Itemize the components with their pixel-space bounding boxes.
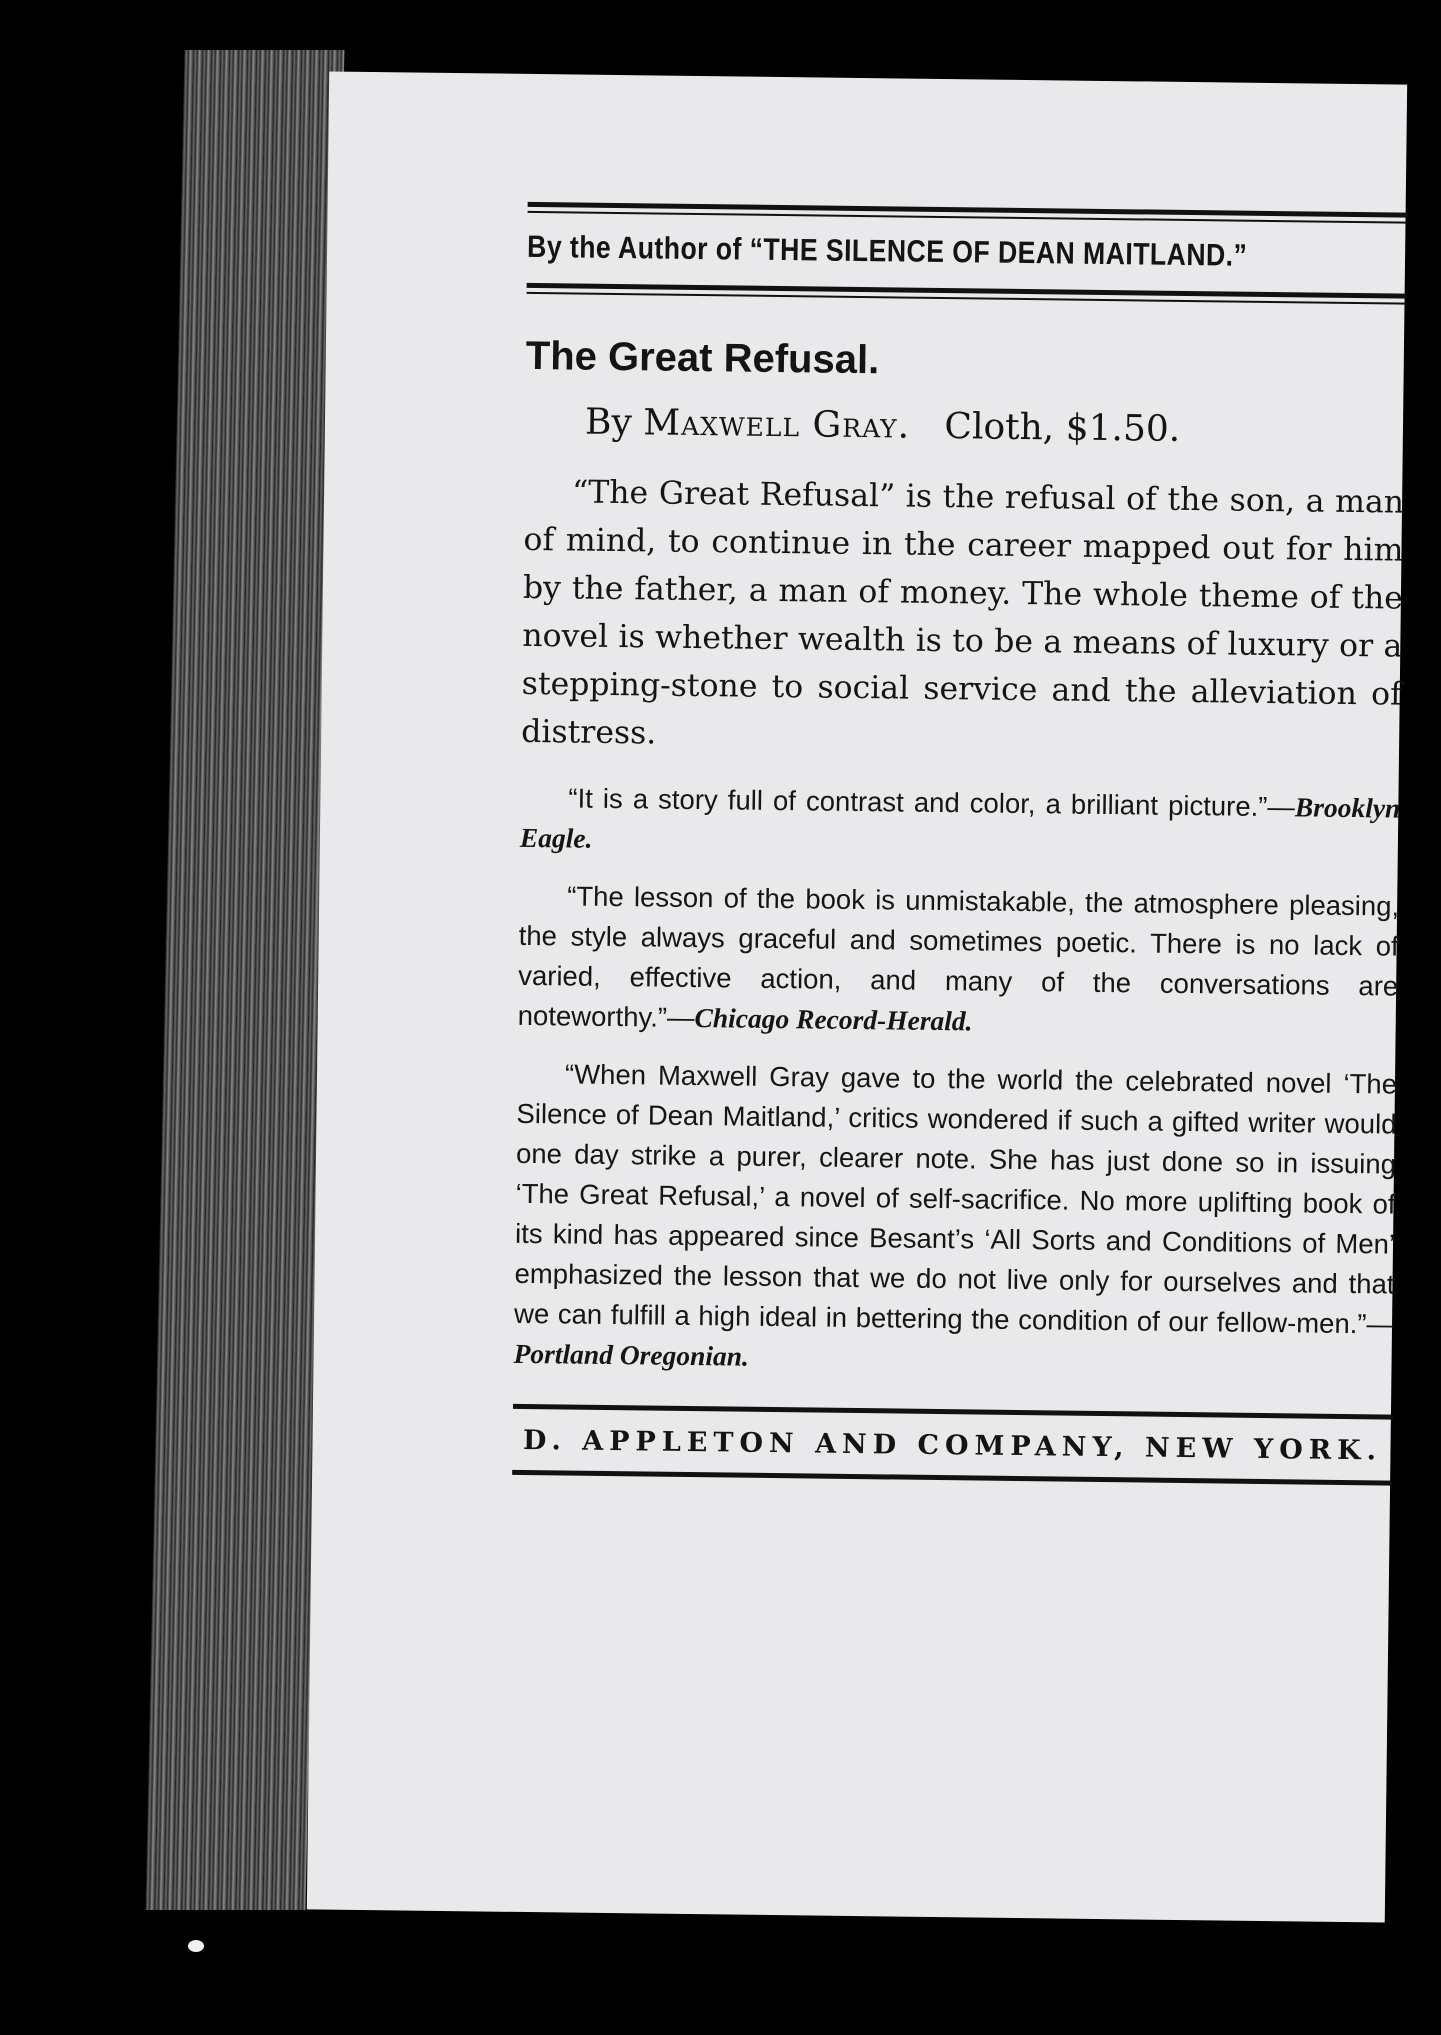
review-source: Portland Oregonian. [513, 1337, 750, 1372]
review-text: “The lesson of the book is unmistakable, the atmosphere pleasing, the style always graceful and sometimes poetic. There is no lack of varied, effective action, and many of the conversations are noteworthy.”— [517, 880, 1400, 1034]
review-quote [513, 1054, 1397, 1385]
advertisement [512, 202, 1407, 1486]
author-header: By the Author of “THE SILENCE OF DEAN MAITLAND.” [526, 228, 1248, 273]
review-quote [517, 876, 1399, 1047]
review-source: Chicago Record-Herald. [694, 1002, 973, 1037]
author-name: Maxwell Gray. [642, 402, 911, 447]
byline-prefix: By [584, 401, 633, 444]
review-quote [520, 778, 1401, 869]
book-description: “The Great Refusal” is the refusal of the son, a man of mind, to continue in the career mapped out for him by the father, a man of money. The whole theme of the novel is whether wealth is to be a means of luxury or a stepping-stone to social service and the alleviation of distress. [520, 474, 1405, 752]
top-rule [528, 202, 1408, 224]
printed-page [307, 71, 1407, 1922]
publisher-footer [512, 1404, 1393, 1486]
binding-price: Cloth, $1.50. [944, 406, 1181, 450]
byline [585, 402, 1405, 453]
book-title: The Great Refusal. [525, 333, 880, 383]
header-rule [527, 283, 1407, 305]
scan-speck [188, 1940, 204, 1952]
review-text: “When Maxwell Gray gave to the world the celebrated novel ‘The Silence of Dean Maitland,’ critics wondered if such a gifted writer would one day strike a purer, clearer note. She has just done so in issuing ‘The Great Refusal,’ a novel of self-sacrifice. No more uplifting book of its kind has appeared since Besant’s ‘All Sorts and Conditions of Men’ emphasized the lesson that we do not live only for ourselves and that we can fulfill a high ideal in bettering the condition of our fellow-men.”— [513, 1058, 1398, 1340]
review-source: Brooklyn Eagle. [519, 791, 1401, 854]
review-text: “It is a story full of contrast and color, a brilliant picture.”— [568, 782, 1296, 823]
publisher-imprint: D. APPLETON AND COMPANY, NEW YORK. [522, 1424, 1383, 1467]
